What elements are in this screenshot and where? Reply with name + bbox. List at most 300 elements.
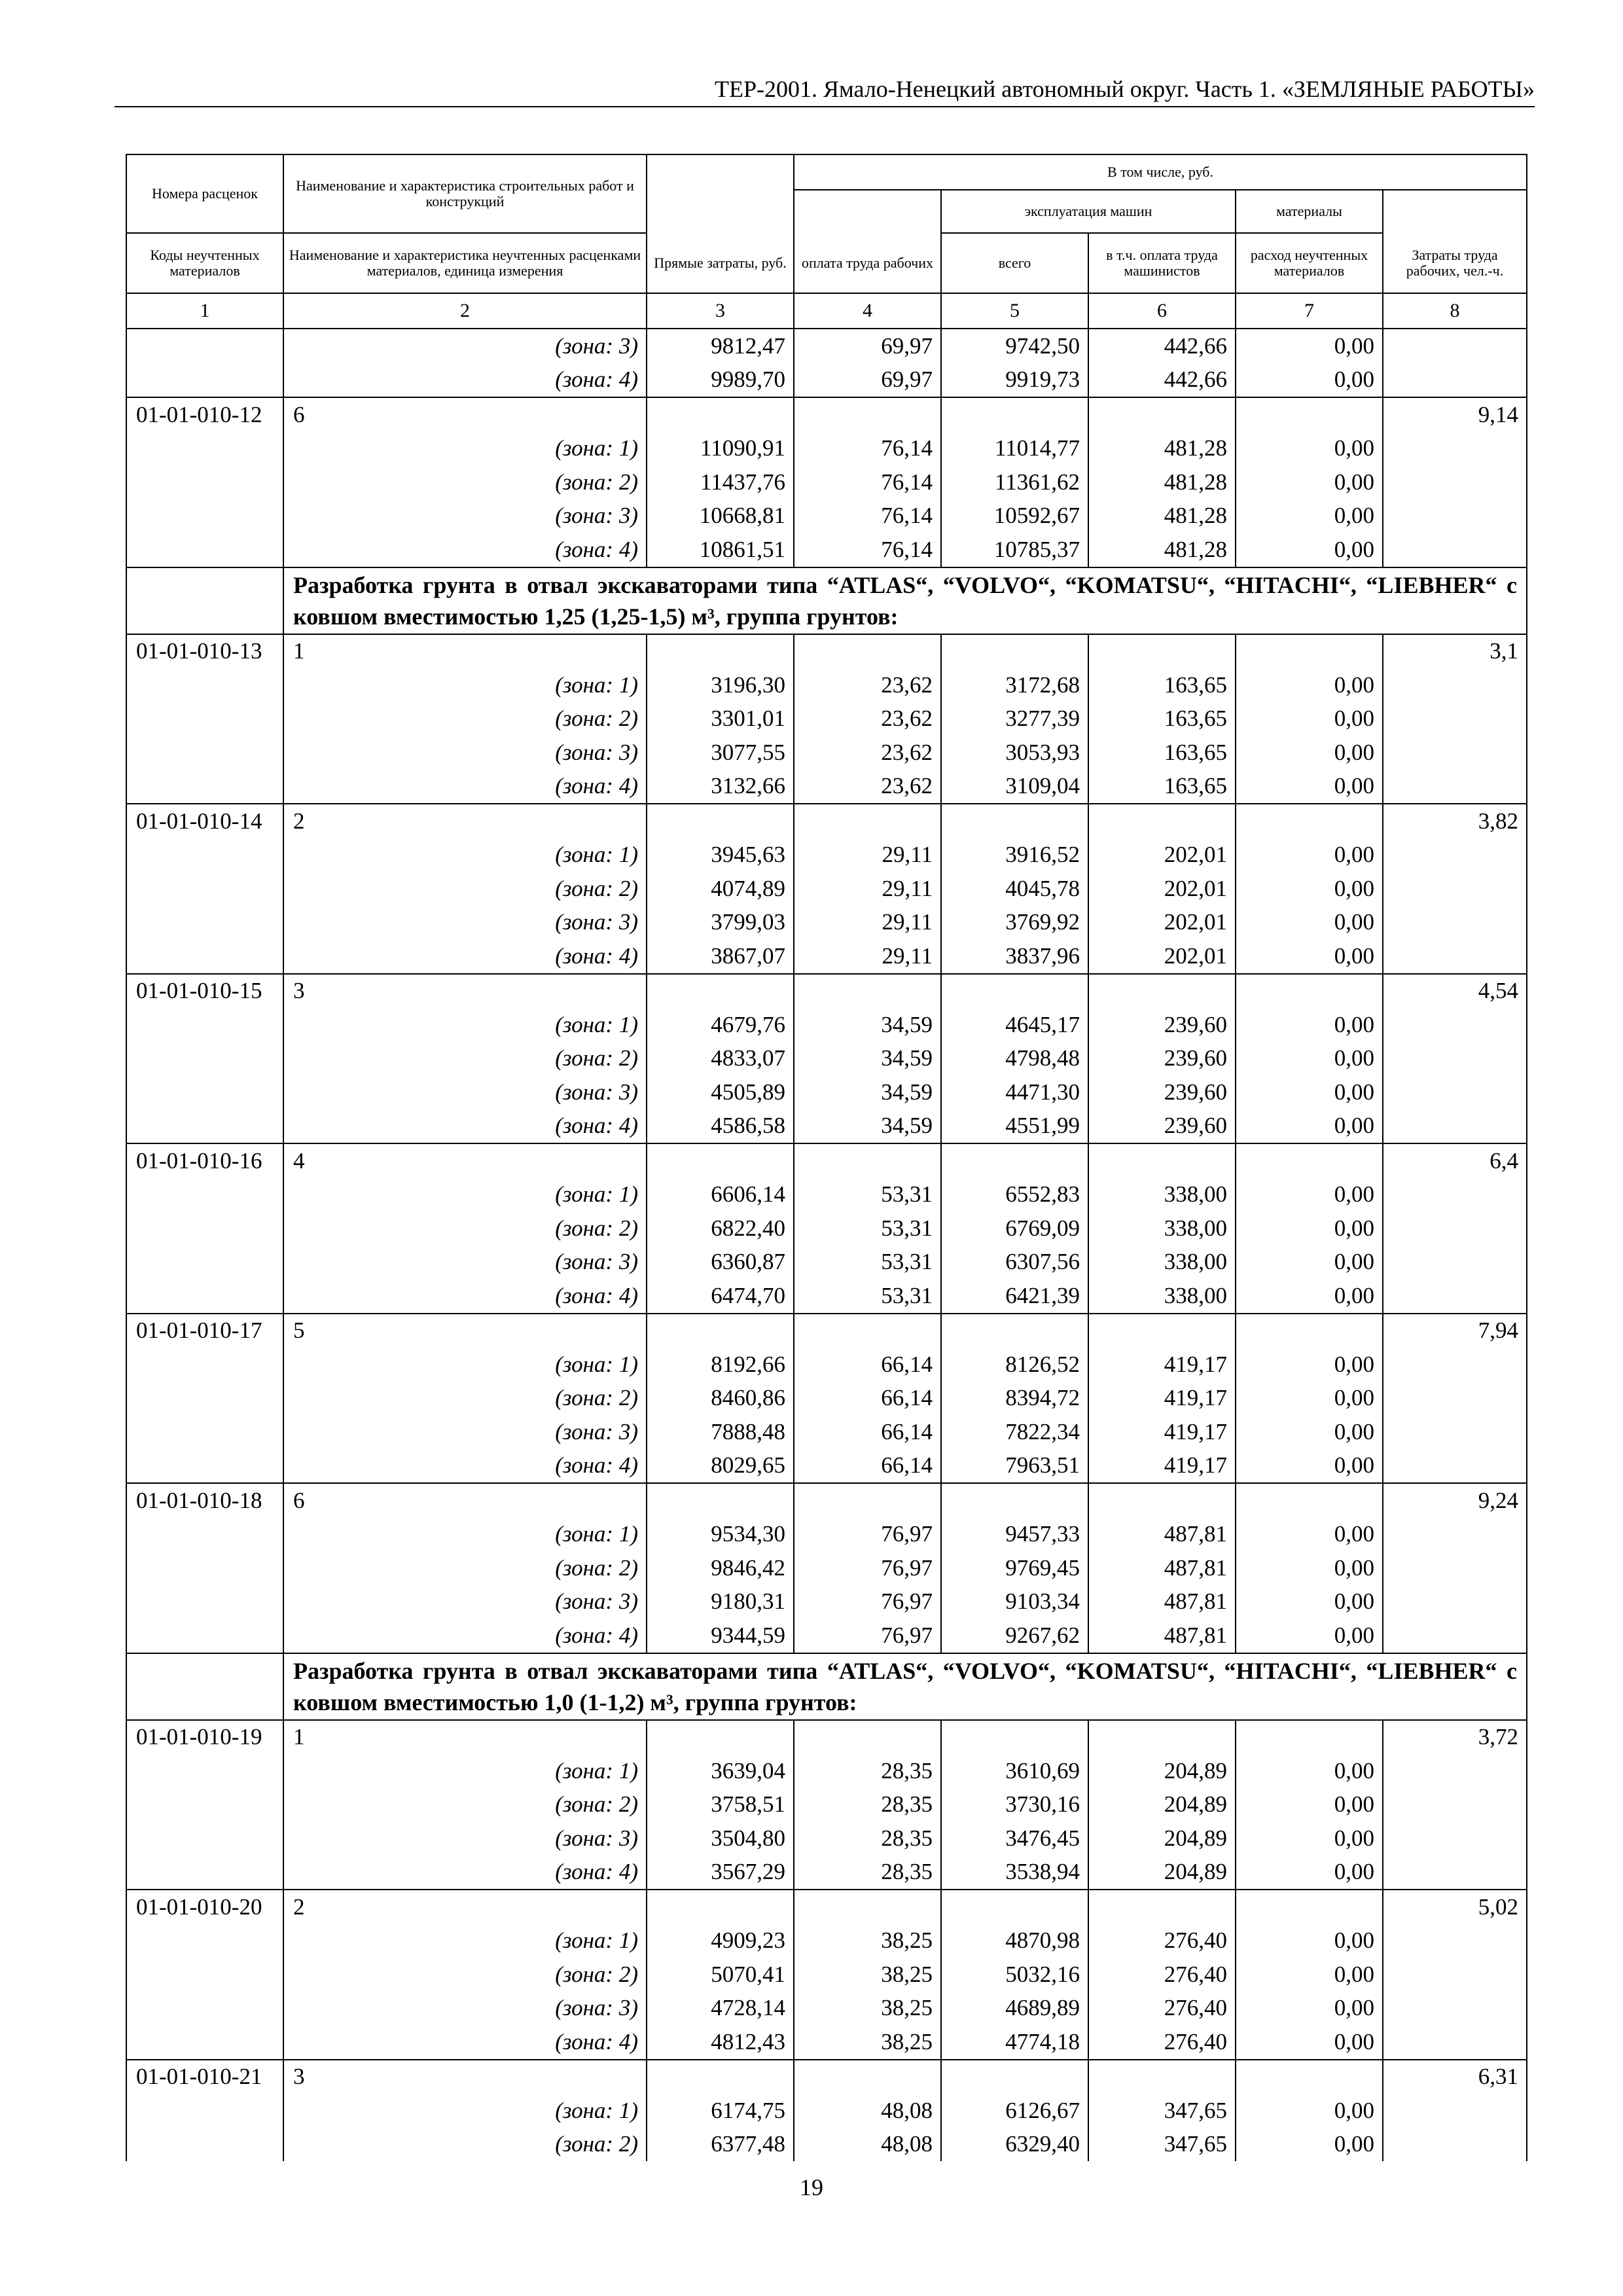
empty-cell [126, 668, 283, 702]
zone-label: (зона: 4) [283, 533, 647, 567]
col-work-name-header: Наименование и характеристика строительных работ и конструкций [283, 154, 647, 233]
rates-table [126, 154, 1527, 2161]
zone-label: (зона: 4) [283, 1619, 647, 1653]
empty-cell [126, 2025, 283, 2060]
rate-code: 01-01-010-15 [126, 974, 283, 1009]
direct-costs: 9989,70 [647, 363, 794, 398]
empty-cell [1383, 1178, 1527, 1212]
labor-pay: 23,62 [794, 770, 941, 804]
col-labor-pay-header: оплата труда рабочих [794, 233, 941, 293]
labor-pay: 34,59 [794, 1075, 941, 1109]
empty-cell [1383, 1992, 1527, 2026]
empty-cell [794, 974, 941, 1009]
empty-cell [1383, 1754, 1527, 1788]
empty-cell [941, 2060, 1088, 2094]
zone-label: (зона: 4) [283, 1109, 647, 1144]
operators-pay: 239,60 [1088, 1075, 1236, 1109]
empty-cell [1383, 363, 1527, 398]
empty-cell [126, 770, 283, 804]
zone-label: (зона: 4) [283, 363, 647, 398]
empty-cell [647, 804, 794, 838]
col-number-1: 1 [126, 293, 283, 329]
zone-row [126, 2025, 1527, 2060]
col-direct-costs-header-mid [647, 190, 794, 233]
empty-cell [941, 804, 1088, 838]
zone-label: (зона: 1) [283, 1178, 647, 1212]
operators-pay: 202,01 [1088, 838, 1236, 872]
materials-cost: 0,00 [1236, 1109, 1383, 1144]
materials-cost: 0,00 [1236, 1856, 1383, 1890]
direct-costs: 3301,01 [647, 702, 794, 736]
direct-costs: 9344,59 [647, 1619, 794, 1653]
rate-name: 5 [283, 1314, 647, 1348]
rate-row [126, 634, 1527, 669]
operators-pay: 202,01 [1088, 939, 1236, 974]
materials-cost: 0,00 [1236, 2128, 1383, 2162]
empty-cell [941, 1890, 1088, 1924]
col-number-6: 6 [1088, 293, 1236, 329]
zone-label: (зона: 3) [283, 1585, 647, 1619]
zone-row [126, 770, 1527, 804]
direct-costs: 9534,30 [647, 1518, 794, 1552]
empty-cell [126, 1754, 283, 1788]
empty-cell [126, 2094, 283, 2128]
materials-cost: 0,00 [1236, 1551, 1383, 1585]
operators-pay: 204,89 [1088, 1788, 1236, 1822]
rate-name: 6 [283, 397, 647, 432]
col-number-8: 8 [1383, 293, 1527, 329]
zone-label: (зона: 4) [283, 1856, 647, 1890]
zone-label: (зона: 1) [283, 1924, 647, 1958]
rate-name: 1 [283, 634, 647, 669]
empty-cell [1383, 1075, 1527, 1109]
empty-cell [126, 1856, 283, 1890]
rate-code: 01-01-010-19 [126, 1720, 283, 1755]
empty-cell [126, 1924, 283, 1958]
materials-cost: 0,00 [1236, 1348, 1383, 1382]
empty-cell [1236, 1720, 1383, 1755]
direct-costs: 9180,31 [647, 1585, 794, 1619]
materials-cost: 0,00 [1236, 2025, 1383, 2060]
operators-pay: 338,00 [1088, 1246, 1236, 1280]
operators-pay: 487,81 [1088, 1518, 1236, 1552]
zone-label: (зона: 2) [283, 465, 647, 499]
empty-cell [1236, 1890, 1383, 1924]
zone-label: (зона: 3) [283, 1246, 647, 1280]
materials-cost: 0,00 [1236, 363, 1383, 398]
zone-row [126, 1008, 1527, 1042]
materials-cost: 0,00 [1236, 736, 1383, 770]
operators-pay: 239,60 [1088, 1042, 1236, 1076]
empty-cell [1383, 1518, 1527, 1552]
empty-cell [1383, 1042, 1527, 1076]
col-material-codes-header: Коды неучтенных материалов [126, 233, 283, 293]
labor-pay: 76,97 [794, 1551, 941, 1585]
labor-costs: 9,14 [1383, 397, 1527, 432]
machine-total: 4471,30 [941, 1075, 1088, 1109]
labor-pay: 38,25 [794, 1924, 941, 1958]
machine-total: 4798,48 [941, 1042, 1088, 1076]
zone-label: (зона: 1) [283, 432, 647, 466]
labor-pay: 66,14 [794, 1415, 941, 1449]
materials-cost: 0,00 [1236, 1924, 1383, 1958]
labor-pay: 66,14 [794, 1449, 941, 1484]
col-direct-costs-header: Прямые затраты, руб. [647, 233, 794, 293]
empty-cell [126, 702, 283, 736]
zone-row [126, 1279, 1527, 1314]
operators-pay: 204,89 [1088, 1754, 1236, 1788]
empty-cell [1383, 432, 1527, 466]
labor-costs: 3,1 [1383, 634, 1527, 669]
empty-cell [1088, 974, 1236, 1009]
empty-cell [126, 1042, 283, 1076]
materials-cost: 0,00 [1236, 939, 1383, 974]
empty-cell [1383, 1551, 1527, 1585]
empty-cell [1088, 1890, 1236, 1924]
empty-cell [941, 1314, 1088, 1348]
materials-cost: 0,00 [1236, 702, 1383, 736]
zone-label: (зона: 4) [283, 770, 647, 804]
materials-cost: 0,00 [1236, 1382, 1383, 1416]
empty-cell [1383, 1788, 1527, 1822]
zone-row [126, 363, 1527, 398]
empty-cell [1383, 2025, 1527, 2060]
zone-label: (зона: 3) [283, 736, 647, 770]
empty-cell [941, 1720, 1088, 1755]
direct-costs: 11090,91 [647, 432, 794, 466]
zone-row [126, 1788, 1527, 1822]
zone-row [126, 1075, 1527, 1109]
direct-costs: 3077,55 [647, 736, 794, 770]
labor-costs: 3,82 [1383, 804, 1527, 838]
section-code-cell [126, 1653, 283, 1720]
zone-row [126, 736, 1527, 770]
col-labor-pay-header-top [794, 190, 941, 233]
machine-total: 3277,39 [941, 702, 1088, 736]
rate-code: 01-01-010-18 [126, 1483, 283, 1518]
zone-row [126, 1178, 1527, 1212]
machine-total: 6329,40 [941, 2128, 1088, 2162]
empty-cell [1236, 2060, 1383, 2094]
zone-label: (зона: 4) [283, 1449, 647, 1484]
empty-cell [794, 1720, 941, 1755]
empty-cell [1383, 736, 1527, 770]
empty-cell [794, 1890, 941, 1924]
empty-cell [1383, 2128, 1527, 2162]
zone-row [126, 872, 1527, 906]
materials-cost: 0,00 [1236, 1415, 1383, 1449]
direct-costs: 6822,40 [647, 1211, 794, 1246]
direct-costs: 3758,51 [647, 1788, 794, 1822]
operators-pay: 338,00 [1088, 1211, 1236, 1246]
empty-cell [1088, 1483, 1236, 1518]
rate-name: 4 [283, 1143, 647, 1178]
direct-costs: 4679,76 [647, 1008, 794, 1042]
empty-cell [126, 736, 283, 770]
empty-cell [1383, 1585, 1527, 1619]
empty-cell [1383, 1109, 1527, 1144]
direct-costs: 8029,65 [647, 1449, 794, 1484]
rate-code: 01-01-010-20 [126, 1890, 283, 1924]
zone-row [126, 2094, 1527, 2128]
empty-cell [1088, 1314, 1236, 1348]
machine-total: 3837,96 [941, 939, 1088, 974]
rate-name: 3 [283, 2060, 647, 2094]
zone-row [126, 1992, 1527, 2026]
labor-pay: 69,97 [794, 329, 941, 363]
operators-pay: 163,65 [1088, 736, 1236, 770]
labor-pay: 66,14 [794, 1348, 941, 1382]
direct-costs: 9846,42 [647, 1551, 794, 1585]
machine-total: 9742,50 [941, 329, 1088, 363]
empty-cell [1236, 634, 1383, 669]
labor-costs: 5,02 [1383, 1890, 1527, 1924]
empty-cell [1383, 499, 1527, 533]
labor-pay: 28,35 [794, 1754, 941, 1788]
machine-total: 4045,78 [941, 872, 1088, 906]
materials-cost: 0,00 [1236, 872, 1383, 906]
labor-pay: 23,62 [794, 668, 941, 702]
machine-total: 10785,37 [941, 533, 1088, 567]
empty-cell [1383, 702, 1527, 736]
empty-cell [1383, 465, 1527, 499]
labor-pay: 48,08 [794, 2094, 941, 2128]
machine-total: 10592,67 [941, 499, 1088, 533]
zone-row [126, 432, 1527, 466]
labor-costs: 7,94 [1383, 1314, 1527, 1348]
operators-pay: 163,65 [1088, 702, 1236, 736]
machine-total: 3053,93 [941, 736, 1088, 770]
zone-label: (зона: 1) [283, 1008, 647, 1042]
zone-label: (зона: 2) [283, 702, 647, 736]
zone-row [126, 1924, 1527, 1958]
rate-row [126, 397, 1527, 432]
labor-pay: 29,11 [794, 838, 941, 872]
machine-total: 6769,09 [941, 1211, 1088, 1246]
direct-costs: 8192,66 [647, 1348, 794, 1382]
empty-cell [794, 2060, 941, 2094]
col-operators-pay-header: в т.ч. оплата труда машинистов [1088, 233, 1236, 293]
labor-pay: 23,62 [794, 736, 941, 770]
col-machine-operation-header: эксплуатация машин [941, 190, 1236, 233]
direct-costs: 3639,04 [647, 1754, 794, 1788]
col-number-2: 2 [283, 293, 647, 329]
machine-total: 9103,34 [941, 1585, 1088, 1619]
materials-cost: 0,00 [1236, 1178, 1383, 1212]
operators-pay: 442,66 [1088, 363, 1236, 398]
rate-row [126, 974, 1527, 1009]
zone-label: (зона: 3) [283, 1075, 647, 1109]
page-number: 19 [800, 2174, 823, 2200]
rate-code: 01-01-010-13 [126, 634, 283, 669]
operators-pay: 347,65 [1088, 2094, 1236, 2128]
col-number-4: 4 [794, 293, 941, 329]
rate-code: 01-01-010-16 [126, 1143, 283, 1178]
labor-pay: 76,14 [794, 499, 941, 533]
zone-row [126, 1042, 1527, 1076]
direct-costs: 3132,66 [647, 770, 794, 804]
labor-pay: 76,97 [794, 1518, 941, 1552]
empty-cell [126, 1178, 283, 1212]
zone-row [126, 1109, 1527, 1144]
direct-costs: 6174,75 [647, 2094, 794, 2128]
machine-total: 8126,52 [941, 1348, 1088, 1382]
operators-pay: 276,40 [1088, 1992, 1236, 2026]
zone-row [126, 939, 1527, 974]
operators-pay: 419,17 [1088, 1348, 1236, 1382]
zone-label: (зона: 3) [283, 1821, 647, 1856]
zone-label: (зона: 1) [283, 1518, 647, 1552]
empty-cell [1236, 397, 1383, 432]
zone-row [126, 1382, 1527, 1416]
operators-pay: 202,01 [1088, 906, 1236, 940]
materials-cost: 0,00 [1236, 1008, 1383, 1042]
empty-cell [126, 1958, 283, 1992]
zone-label: (зона: 2) [283, 872, 647, 906]
empty-cell [794, 634, 941, 669]
section-heading-row [126, 1653, 1527, 1720]
section-code-cell [126, 567, 283, 634]
operators-pay: 204,89 [1088, 1821, 1236, 1856]
empty-cell [941, 1143, 1088, 1178]
empty-cell [126, 1449, 283, 1484]
operators-pay: 487,81 [1088, 1585, 1236, 1619]
operators-pay: 442,66 [1088, 329, 1236, 363]
direct-costs: 3945,63 [647, 838, 794, 872]
empty-cell [1383, 1958, 1527, 1992]
operators-pay: 163,65 [1088, 668, 1236, 702]
direct-costs: 6606,14 [647, 1178, 794, 1212]
table-body [126, 329, 1527, 2161]
materials-cost: 0,00 [1236, 2094, 1383, 2128]
labor-pay: 28,35 [794, 1856, 941, 1890]
direct-costs: 7888,48 [647, 1415, 794, 1449]
operators-pay: 239,60 [1088, 1109, 1236, 1144]
zone-row [126, 1585, 1527, 1619]
machine-total: 3610,69 [941, 1754, 1088, 1788]
materials-cost: 0,00 [1236, 499, 1383, 533]
empty-cell [1383, 1924, 1527, 1958]
empty-cell [794, 1314, 941, 1348]
operators-pay: 419,17 [1088, 1382, 1236, 1416]
rate-name: 6 [283, 1483, 647, 1518]
rate-row [126, 1720, 1527, 1755]
rate-row [126, 1314, 1527, 1348]
materials-cost: 0,00 [1236, 1992, 1383, 2026]
labor-pay: 38,25 [794, 1958, 941, 1992]
col-materials-consumption-header: расход неучтенных материалов [1236, 233, 1383, 293]
machine-total: 3730,16 [941, 1788, 1088, 1822]
zone-row [126, 533, 1527, 567]
empty-cell [126, 1585, 283, 1619]
empty-cell [1383, 1415, 1527, 1449]
section-heading-row [126, 567, 1527, 634]
empty-cell [126, 1518, 283, 1552]
empty-cell [1236, 1314, 1383, 1348]
operators-pay: 163,65 [1088, 770, 1236, 804]
operators-pay: 481,28 [1088, 533, 1236, 567]
direct-costs: 4812,43 [647, 2025, 794, 2060]
empty-cell [126, 1348, 283, 1382]
empty-cell [1383, 1619, 1527, 1653]
operators-pay: 338,00 [1088, 1178, 1236, 1212]
empty-cell [126, 906, 283, 940]
operators-pay: 276,40 [1088, 2025, 1236, 2060]
empty-cell [1088, 804, 1236, 838]
zone-label: (зона: 3) [283, 329, 647, 363]
empty-cell [1383, 533, 1527, 567]
empty-cell [1383, 1382, 1527, 1416]
operators-pay: 204,89 [1088, 1856, 1236, 1890]
labor-pay: 53,31 [794, 1246, 941, 1280]
rate-name: 1 [283, 1720, 647, 1755]
empty-cell [647, 1483, 794, 1518]
zone-label: (зона: 2) [283, 1211, 647, 1246]
zone-label: (зона: 3) [283, 499, 647, 533]
materials-cost: 0,00 [1236, 1821, 1383, 1856]
zone-label: (зона: 4) [283, 1279, 647, 1314]
empty-cell [126, 1211, 283, 1246]
direct-costs: 5070,41 [647, 1958, 794, 1992]
direct-costs: 10861,51 [647, 533, 794, 567]
zone-label: (зона: 2) [283, 1958, 647, 1992]
direct-costs: 6360,87 [647, 1246, 794, 1280]
empty-cell [1383, 1449, 1527, 1484]
empty-cell [126, 1246, 283, 1280]
materials-cost: 0,00 [1236, 1246, 1383, 1280]
labor-pay: 53,31 [794, 1178, 941, 1212]
zone-row [126, 668, 1527, 702]
zone-label: (зона: 2) [283, 1042, 647, 1076]
empty-cell [1383, 329, 1527, 363]
zone-row [126, 1958, 1527, 1992]
col-labor-costs-header: Затраты труда рабочих, чел.-ч. [1383, 233, 1527, 293]
labor-pay: 38,25 [794, 1992, 941, 2026]
rate-code: 01-01-010-17 [126, 1314, 283, 1348]
zone-row [126, 1856, 1527, 1890]
empty-cell [126, 1619, 283, 1653]
operators-pay: 481,28 [1088, 432, 1236, 466]
machine-total: 6126,67 [941, 2094, 1088, 2128]
rate-row [126, 1143, 1527, 1178]
labor-pay: 38,25 [794, 2025, 941, 2060]
direct-costs: 9812,47 [647, 329, 794, 363]
empty-cell [794, 1143, 941, 1178]
direct-costs: 10668,81 [647, 499, 794, 533]
empty-cell [1236, 804, 1383, 838]
zone-label: (зона: 4) [283, 2025, 647, 2060]
section-title: Разработка грунта в отвал экскаваторами типа “ATLAS“, “VOLVO“, “KOMATSU“, “HITACHI“, “LIEBHER“ с ковшом вместимостью 1,25 (1,25-1,5) м³, группа грунтов: [283, 567, 1527, 634]
col-labor-costs-header-mid [1383, 190, 1527, 233]
zone-row [126, 1619, 1527, 1653]
direct-costs: 4586,58 [647, 1109, 794, 1144]
direct-costs: 4074,89 [647, 872, 794, 906]
empty-cell [941, 397, 1088, 432]
empty-cell [647, 397, 794, 432]
zone-row [126, 1211, 1527, 1246]
machine-total: 4645,17 [941, 1008, 1088, 1042]
rate-name: 3 [283, 974, 647, 1009]
zone-label: (зона: 2) [283, 1382, 647, 1416]
labor-pay: 48,08 [794, 2128, 941, 2162]
empty-cell [1088, 634, 1236, 669]
labor-pay: 53,31 [794, 1279, 941, 1314]
rate-row [126, 1483, 1527, 1518]
empty-cell [126, 1075, 283, 1109]
empty-cell [126, 329, 283, 363]
zone-row [126, 1348, 1527, 1382]
direct-costs: 3504,80 [647, 1821, 794, 1856]
